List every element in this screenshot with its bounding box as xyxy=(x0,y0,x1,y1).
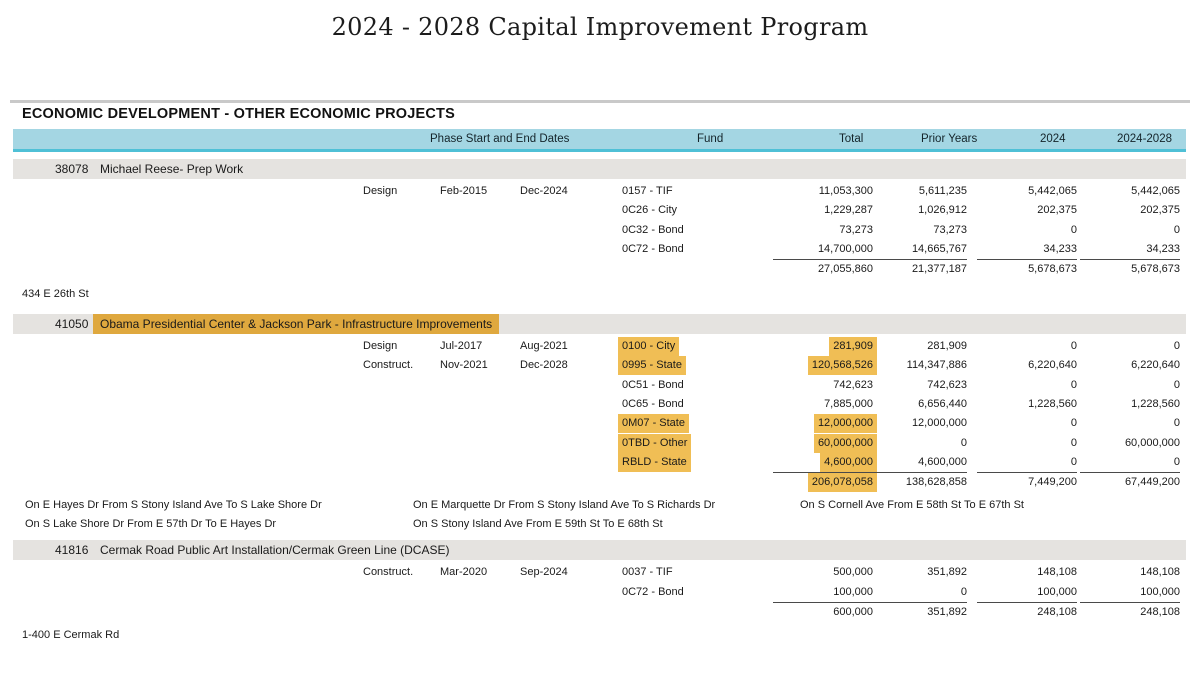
fund-row xyxy=(0,414,1200,433)
year-2024-sum-cell: 248,108 xyxy=(977,602,1077,622)
phase-end-date: Aug-2021 xyxy=(520,340,568,352)
phase-end-date: Dec-2028 xyxy=(520,359,568,371)
year-2024-2028-cell: 202,375 xyxy=(1140,204,1180,216)
year-2024-cell: 0 xyxy=(1070,224,1077,236)
total-cell: 12,000,000 xyxy=(773,414,873,433)
year-2024-sum-cell: 5,678,673 xyxy=(977,259,1077,279)
project-id: 41050 xyxy=(55,317,89,331)
project-id: 38078 xyxy=(55,162,89,176)
year-2024-2028-cell: 100,000 xyxy=(1140,586,1180,598)
phase-start-date: Feb-2015 xyxy=(440,185,488,197)
year-2024-2028-cell: 0 xyxy=(1173,340,1180,352)
fund-row xyxy=(0,356,1200,375)
prior-years-cell: 12,000,000 xyxy=(911,417,967,429)
total-cell: 120,568,526 xyxy=(773,356,873,375)
project-id: 41816 xyxy=(55,543,89,557)
fund-cell: 0M07 - State xyxy=(622,414,685,433)
column-header-2024-2028: 2024-2028 xyxy=(1117,133,1172,145)
year-2024-cell: 5,442,065 xyxy=(1028,185,1077,197)
total-cell: 281,909 xyxy=(773,337,873,356)
total-cell: 1,229,287 xyxy=(824,204,873,216)
fund-row xyxy=(0,182,1200,201)
project-street: On S Lake Shore Dr From E 57th Dr To E Hayes Dr xyxy=(25,518,277,530)
year-2024-cell: 6,220,640 xyxy=(1028,359,1077,371)
project-street: On E Hayes Dr From S Stony Island Ave To S Lake Shore Dr xyxy=(25,499,322,511)
year-2024-cell: 34,233 xyxy=(1043,243,1077,255)
section-title: ECONOMIC DEVELOPMENT - OTHER ECONOMIC PROJECTS xyxy=(22,106,455,122)
total-cell: 73,273 xyxy=(839,224,873,236)
total-cell: 100,000 xyxy=(833,586,873,598)
totals-row xyxy=(0,259,1200,278)
page-title: 2024 - 2028 Capital Improvement Program xyxy=(331,13,869,41)
project-street: On E Marquette Dr From S Stony Island Ave To S Richards Dr xyxy=(413,499,716,511)
phase-name: Construct. xyxy=(363,359,414,371)
prior-years-cell: 4,600,000 xyxy=(918,456,967,468)
fund-cell: 0037 - TIF xyxy=(622,566,673,578)
project-header-41050 xyxy=(13,314,1186,334)
fund-row xyxy=(0,221,1200,240)
phase-end-date: Sep-2024 xyxy=(520,566,568,578)
total-sum-cell: 206,078,058 xyxy=(773,472,873,492)
table-column-header-bar xyxy=(13,129,1186,152)
project-address: 434 E 26th St xyxy=(22,288,89,300)
column-header-fund: Fund xyxy=(697,133,724,145)
fund-cell: 0100 - City xyxy=(622,337,675,356)
fund-cell: 0C26 - City xyxy=(622,204,678,216)
fund-row xyxy=(0,337,1200,356)
fund-row xyxy=(0,376,1200,395)
phase-end-date: Dec-2024 xyxy=(520,185,568,197)
total-sum-cell: 600,000 xyxy=(773,602,873,622)
year-2024-2028-cell: 0 xyxy=(1173,379,1180,391)
prior-years-cell: 114,347,886 xyxy=(906,359,967,371)
year-2024-sum-cell: 7,449,200 xyxy=(977,472,1077,492)
prior-years-sum-cell: 21,377,187 xyxy=(867,259,967,279)
project-address: 1-400 E Cermak Rd xyxy=(22,629,120,641)
column-header-2024: 2024 xyxy=(1040,133,1066,145)
prior-years-cell: 351,892 xyxy=(927,566,967,578)
project-header-41816 xyxy=(13,540,1186,560)
year-2024-2028-cell: 5,442,065 xyxy=(1131,185,1180,197)
year-2024-2028-sum-cell: 67,449,200 xyxy=(1080,472,1180,492)
year-2024-cell: 1,228,560 xyxy=(1028,398,1077,410)
year-2024-2028-cell: 0 xyxy=(1173,456,1180,468)
fund-cell: 0TBD - Other xyxy=(622,434,687,453)
year-2024-cell: 100,000 xyxy=(1037,586,1077,598)
fund-row xyxy=(0,583,1200,602)
year-2024-cell: 0 xyxy=(1070,437,1077,449)
prior-years-cell: 73,273 xyxy=(933,224,967,236)
year-2024-cell: 0 xyxy=(1070,456,1077,468)
project-name: Michael Reese- Prep Work xyxy=(100,162,244,176)
fund-cell: 0157 - TIF xyxy=(622,185,673,197)
project-street: On S Cornell Ave From E 58th St To E 67th St xyxy=(800,499,1024,511)
project-street: On S Stony Island Ave From E 59th St To E 68th St xyxy=(413,518,663,530)
phase-start-date: Nov-2021 xyxy=(440,359,488,371)
prior-years-cell: 742,623 xyxy=(927,379,967,391)
fund-cell: 0C72 - Bond xyxy=(622,243,684,255)
fund-cell: RBLD - State xyxy=(622,453,687,472)
fund-row xyxy=(0,434,1200,453)
prior-years-cell: 0 xyxy=(960,586,967,598)
prior-years-sum-cell: 138,628,858 xyxy=(867,472,967,492)
column-header-phase: Phase Start and End Dates xyxy=(430,133,570,145)
project-name xyxy=(100,314,492,334)
fund-row xyxy=(0,563,1200,582)
total-cell: 7,885,000 xyxy=(824,398,873,410)
fund-row xyxy=(0,395,1200,414)
prior-years-cell: 14,665,767 xyxy=(911,243,967,255)
fund-row xyxy=(0,201,1200,220)
year-2024-2028-sum-cell: 248,108 xyxy=(1080,602,1180,622)
fund-cell: 0C51 - Bond xyxy=(622,379,684,391)
phase-name: Construct. xyxy=(363,566,414,578)
column-header-total: Total xyxy=(839,133,864,145)
year-2024-2028-cell: 6,220,640 xyxy=(1131,359,1180,371)
total-cell: 500,000 xyxy=(833,566,873,578)
year-2024-cell: 148,108 xyxy=(1037,566,1077,578)
phase-start-date: Mar-2020 xyxy=(440,566,488,578)
fund-cell: 0995 - State xyxy=(622,356,682,375)
year-2024-2028-cell: 1,228,560 xyxy=(1131,398,1180,410)
year-2024-2028-cell: 148,108 xyxy=(1140,566,1180,578)
project-name: Cermak Road Public Art Installation/Cermak Green Line (DCASE) xyxy=(100,543,450,557)
project-header-38078 xyxy=(13,159,1186,179)
fund-cell: 0C32 - Bond xyxy=(622,224,684,236)
prior-years-cell: 0 xyxy=(960,437,967,449)
prior-years-cell: 5,611,235 xyxy=(918,185,967,197)
total-cell: 4,600,000 xyxy=(773,453,873,472)
phase-name: Design xyxy=(363,340,398,352)
year-2024-2028-cell: 60,000,000 xyxy=(1124,437,1180,449)
total-cell: 742,623 xyxy=(833,379,873,391)
year-2024-cell: 202,375 xyxy=(1037,204,1077,216)
column-header-prior-years: Prior Years xyxy=(921,133,978,145)
year-2024-2028-sum-cell: 5,678,673 xyxy=(1080,259,1180,279)
phase-start-date: Jul-2017 xyxy=(440,340,483,352)
total-cell: 14,700,000 xyxy=(817,243,873,255)
totals-row xyxy=(0,472,1200,491)
year-2024-2028-cell: 0 xyxy=(1173,224,1180,236)
fund-row xyxy=(0,240,1200,259)
fund-row xyxy=(0,453,1200,472)
total-cell: 60,000,000 xyxy=(773,434,873,453)
year-2024-cell: 0 xyxy=(1070,417,1077,429)
prior-years-sum-cell: 351,892 xyxy=(867,602,967,622)
fund-cell: 0C72 - Bond xyxy=(622,586,684,598)
section-top-divider xyxy=(10,100,1190,103)
year-2024-cell: 0 xyxy=(1070,379,1077,391)
total-cell: 11,053,300 xyxy=(818,185,873,197)
totals-row xyxy=(0,602,1200,621)
year-2024-2028-cell: 34,233 xyxy=(1146,243,1180,255)
highlighted-project-name: Obama Presidential Center & Jackson Park - Infrastructure Improvements xyxy=(93,314,499,334)
prior-years-cell: 1,026,912 xyxy=(918,204,967,216)
fund-cell: 0C65 - Bond xyxy=(622,398,684,410)
year-2024-cell: 0 xyxy=(1070,340,1077,352)
prior-years-cell: 281,909 xyxy=(927,340,967,352)
phase-name: Design xyxy=(363,185,398,197)
year-2024-2028-cell: 0 xyxy=(1173,417,1180,429)
total-sum-cell: 27,055,860 xyxy=(773,259,873,279)
prior-years-cell: 6,656,440 xyxy=(918,398,967,410)
